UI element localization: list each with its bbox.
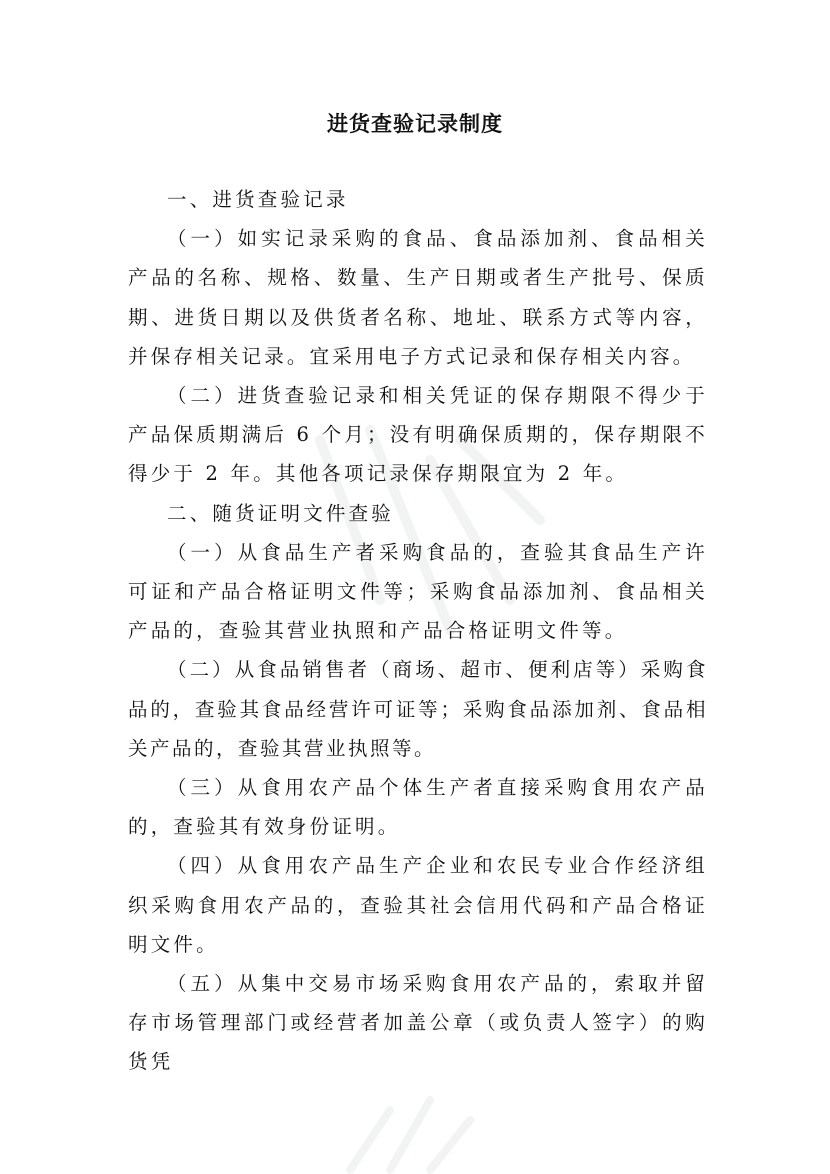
paragraph-2-3: （三）从食用农产品个体生产者直接采购食用农产品的，查验其有效身份证明。 <box>128 776 708 839</box>
document-title: 进货查验记录制度 <box>327 112 503 136</box>
paragraph-1-2: （二）进货查验记录和相关凭证的保存期限不得少于产品保质期满后 6 个月；没有明确保质期的，保存期限不得少于 2 年。其他各项记录保存期限宜为 2 年。 <box>128 384 708 486</box>
paragraph-1-1: （一）如实记录采购的食品、食品添加剂、食品相关产品的名称、规格、数量、生产日期或者生产批号、保质期、进货日期以及供货者名称、地址、联系方式等内容，并保存相关记录。宜采用电子方式记录和保存相关内容。 <box>128 227 708 368</box>
paragraph-2-4: （四）从食用农产品生产企业和农民专业合作经济组织采购食用农产品的，查验其社会信用代码和产品合格证明文件。 <box>128 854 708 956</box>
heading-section-2: 二、随货证明文件查验 <box>167 501 395 525</box>
heading-section-1: 一、进货查验记录 <box>167 188 349 211</box>
paragraph-2-5: （五）从集中交易市场采购食用农产品的，索取并留存市场管理部门或经营者加盖公章（或负责人签字）的购货凭 <box>128 972 708 1074</box>
watermark-graphic-bottom <box>330 1090 490 1174</box>
paragraph-2-1: （一）从食品生产者采购食品的，查验其食品生产许可证和产品合格证明文件等；采购食品添加剂、食品相关产品的，查验其营业执照和产品合格证明文件等。 <box>128 540 708 643</box>
document-body <box>128 180 708 1082</box>
paragraph-2-2: （二）从食品销售者（商场、超市、便利店等）采购食品的，查验其食品经营许可证等；采购食品添加剂、食品相关产品的，查验其营业执照等。 <box>128 658 708 760</box>
